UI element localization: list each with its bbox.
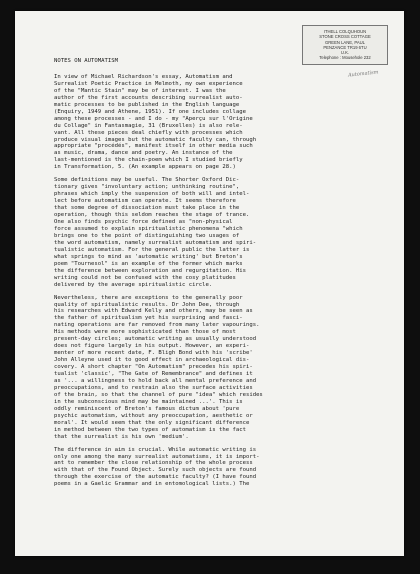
text-line: through the exercise of the automatic faculty? (I have found — [54, 474, 257, 481]
text-line: menter of more recent date, F. Bligh Bond with his 'scribe' — [54, 350, 253, 357]
text-line: appropriate "procédés", manifest itself in other media such — [54, 143, 253, 150]
text-line: that some degree of dissociation must take place in the — [54, 205, 240, 212]
text-line: brings one to the point of distinguishing two usages of — [54, 232, 240, 239]
text-line: in method between the two types of automatism is the fact — [54, 426, 246, 433]
text-line: the word automatism, namely surrealist automatism and spiri- — [54, 239, 257, 246]
paragraph — [54, 295, 378, 441]
text-line: tualistic automatism. For the general public the latter is — [54, 246, 250, 253]
text-line: The difference in aim is crucial. While automatic writing is — [54, 446, 257, 453]
stamp-line: ITHELL COLQUHOUN — [323, 29, 367, 34]
text-line: preoccupations, and to restrain also the surface activities — [54, 384, 253, 391]
text-line: operation, though this seldom reaches the stage of trance. — [54, 212, 250, 219]
text-line: Some definitions may be useful. The Shorter Oxford Dic- — [54, 177, 240, 184]
text-line: what springs to mind as 'automatic writing' but Breton's — [54, 253, 243, 260]
text-line: poem "Tournesol" is an example of the former which marks — [54, 260, 243, 267]
text-line: writing could not be confused with the cosy platitudes — [54, 274, 236, 281]
text-line: lect before automatism can operate. It seems therefore — [54, 198, 236, 205]
text-line: does not figure largely in his output. However, an experi- — [54, 343, 250, 350]
typed-page — [15, 11, 404, 556]
text-line: tionary gives "involuntary action; unthinking routine", — [54, 184, 240, 191]
text-line: John Alleyne used it to good effect in archaeological dis- — [54, 357, 250, 364]
text-line: His methods were more sophisticated than those of most — [54, 329, 236, 336]
paragraph — [54, 74, 378, 171]
text-line: his researches with Edward Kelly and others, may be seen as — [54, 308, 253, 315]
text-line: psychic automatism, without any preoccupation, aesthetic or — [54, 412, 253, 419]
text-line: present-day circles; automatic writing as usually understood — [54, 336, 257, 343]
text-line: the difference between exploration and regurgitation. His — [54, 267, 246, 274]
paragraph-list — [54, 74, 378, 488]
text-line: in the subconscious mind may be maintained ...'. This is — [54, 398, 243, 405]
text-line: One also finds psychic force defined as "non-physical — [54, 219, 233, 226]
text-line: moral'. It would seem that the only significant difference — [54, 419, 250, 426]
text-line: tualist 'classic', "The Gate of Remembrance" and defines it — [54, 371, 253, 378]
paragraph — [54, 177, 378, 288]
text-line: produce visual images but the automatic faculty can, through — [54, 136, 257, 143]
page-title: NOTES ON AUTOMATISM — [54, 58, 118, 64]
text-line: among these processes - and I do - my "Aperçu sur l'Origine — [54, 115, 253, 122]
stamp-line: PENZANCE TR19 6TU — [323, 44, 367, 50]
text-line: in Transformation, 5. (An example appears on page 28.) — [54, 164, 236, 171]
text-line: covery. A short chapter "On Automatism" precedes his spiri- — [54, 364, 253, 371]
text-line: phrases which imply the suspension of both will and intel- — [54, 191, 250, 198]
text-line: as '... a willingness to hold back all mental preference and — [54, 377, 257, 384]
text-line: last-mentioned is the chain-poem which I studied briefly — [54, 157, 243, 164]
text-line: as music, drama, dance and poetry. An instance of the — [54, 150, 233, 157]
text-line: oddly reminiscent of Breton's famous dictum about 'pure — [54, 405, 240, 412]
text-line: of the "Mantic Stain" may be of interest. I was the — [54, 87, 226, 94]
text-line: Nevertheless, there are exceptions to the generally poor — [54, 294, 243, 301]
document-body — [54, 58, 378, 494]
stamp-line: U.K. — [340, 50, 350, 56]
text-line: In view of Michael Richardson's essay, Automatism and — [54, 73, 233, 80]
stamp-line: STONE CROSS COTTAGE — [319, 34, 371, 40]
text-line: delivered by the average spiritualistic circle. — [54, 281, 213, 288]
text-line: ant to remember the close relationship of the whole process — [54, 460, 253, 467]
text-line: that the surrealist is his own 'medium'. — [54, 433, 189, 440]
text-line: (Enquiry, 1949 and Athene, 1951). If one includes collage — [54, 108, 246, 115]
text-line: matic processes to be published in the English language — [54, 101, 240, 108]
text-line: with that of the Found Object. Surely such objects are found — [54, 467, 257, 474]
text-line: the father of spiritualism yet his surprising and fasci- — [54, 315, 243, 322]
text-line: Surrealist Poetic Practice in Melmoth, my own experience — [54, 80, 243, 87]
text-line: of the brain, so that the channel of pure "idea" which resides — [54, 391, 263, 398]
text-line: nating operations are far removed from many later vapourings. — [54, 322, 260, 329]
text-line: poems in a Gaelic Grammar and in entomological lists.) The — [54, 481, 250, 488]
text-line: only one among the many surrealist automatisms, it is import- — [54, 453, 260, 460]
text-line: force assumed to explain spiritualistic phenomena "which — [54, 225, 243, 232]
stamp-line: Telephone : Mousehole 232 — [319, 55, 371, 61]
text-line: quality of spiritualistic results. Dr John Dee, through — [54, 301, 240, 308]
text-line: du Collage" in Fantasmagie, 31 (Bruxelles) is also rele- — [54, 122, 243, 129]
text-line: vant. All these pieces deal chiefly with processes which — [54, 129, 243, 136]
paragraph — [54, 447, 378, 489]
stamp-line: GREEN LANE, PAUL — [325, 39, 365, 45]
handwritten-note: Automatism — [347, 69, 379, 79]
text-line: author of the first accounts describing surrealist auto- — [54, 94, 243, 101]
